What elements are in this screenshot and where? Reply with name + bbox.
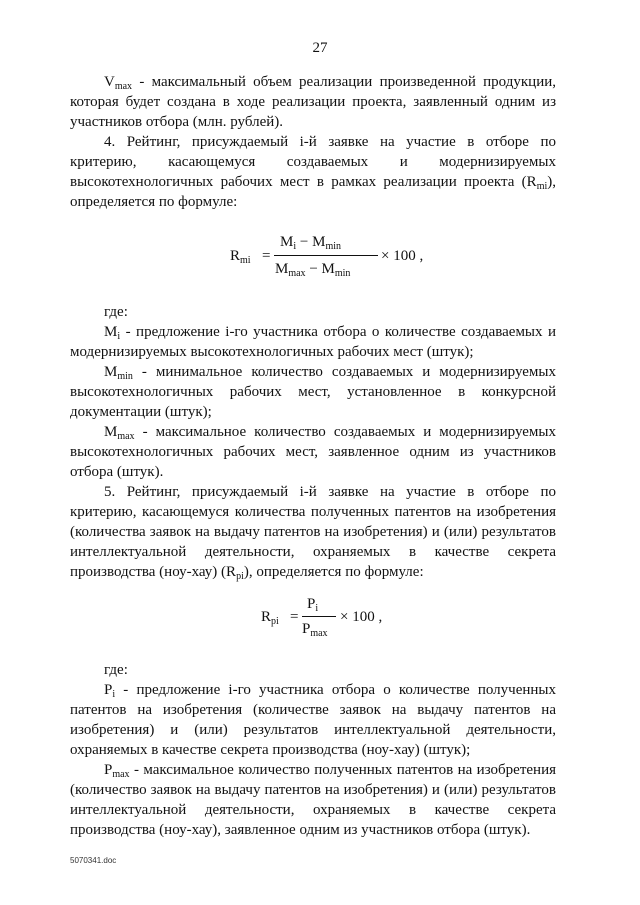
formula-lhs: $R_{pi}$ [261, 609, 279, 627]
formula-rpi [70, 582, 556, 660]
fraction-bar [302, 616, 336, 617]
paragraph-text: - максимальный объем реализации произведенной продукции, которая будет создана в ходе реализации проекта, заявленный одним из участников отбора (млн. рублей). [70, 74, 556, 130]
formula-equals: = [262, 248, 271, 264]
formula-multiplier: × 100 , [381, 248, 424, 264]
definition-pmax: $P_{max}$ - максимальное количество полученных патентов на изобретения (количество заявок на выдачу патентов на изобретения) и (или) результатов интеллектуальной деятельности, охраняемых в качестве секрета производства (ноу-хау), заявленное одним из участников отбора (штук). [70, 762, 556, 838]
paragraph-rating-5: 5. Рейтинг, присуждаемый i-й заявке на участие в отборе по критерию, касающемуся количества полученных патентов на изобретения (количества заявок на выдачу патентов на изобретения) и (или) результатов интеллектуальной деятельности, охраняемых в качестве секрета производства (ноу-хау) $(R_{pi})$, определяется по формуле: [70, 484, 556, 582]
formula-rmi [70, 212, 556, 302]
label-gde: где: [104, 304, 128, 320]
formula-numerator: $M_i - M_{min}$ [280, 234, 341, 252]
document-body [70, 72, 556, 840]
paragraph-text-end: ), определяется по формуле: [70, 174, 556, 210]
file-name-footer: 5070341.doc [70, 856, 117, 865]
symbol-sub: mi [536, 181, 548, 192]
definition-mmin: $M_{min}$ - минимальное количество создаваемых и модернизируемых высокотехнологичных рабочих мест, установленное в конкурсной документации (штук); [70, 364, 556, 420]
definition-pi: $P_i$ - предложение i-го участника отбора о количестве полученных патентов на изобретения (количестве заявок на выдачу патентов на изобретения) и (или) результатов интеллектуальной деятельности, охраняемых в качестве секрета производства (ноу-хау) (штук); [70, 682, 556, 758]
symbol-v: V [104, 74, 115, 90]
definition-mmax: $M_{max}$ - максимальное количество создаваемых и модернизируемых высокотехнологичных рабочих мест, заявленное одним из участников отбора (штук). [70, 424, 556, 480]
fraction-bar [274, 255, 378, 256]
symbol-sub: max [114, 81, 133, 92]
formula-multiplier: × 100 , [340, 609, 383, 625]
label-gde: где: [104, 662, 128, 678]
paragraph-text: 4. Рейтинг, присуждаемый i-й заявке на участие в отборе по критерию, касающемуся создаваемых и модернизируемых высокотехнологичных рабочих мест в рамках реализации проекта (R [70, 134, 556, 190]
formula-numerator: $P_i$ [307, 596, 319, 614]
formula-equals: = [290, 609, 299, 625]
paragraph-vmax [70, 72, 556, 132]
formula-lhs: $R_{mi}$ [230, 248, 251, 266]
paragraph-rating-4 [70, 132, 556, 212]
formula-denominator: $M_{max} - M_{min}$ [275, 261, 351, 279]
definition-mi: $M_i$ - предложение i-го участника отбора о количестве создаваемых и модернизируемых высокотехнологичных рабочих мест (штук); [70, 324, 556, 360]
page-number: 27 [312, 40, 328, 56]
formula-denominator: $P_{max}$ [302, 621, 328, 639]
